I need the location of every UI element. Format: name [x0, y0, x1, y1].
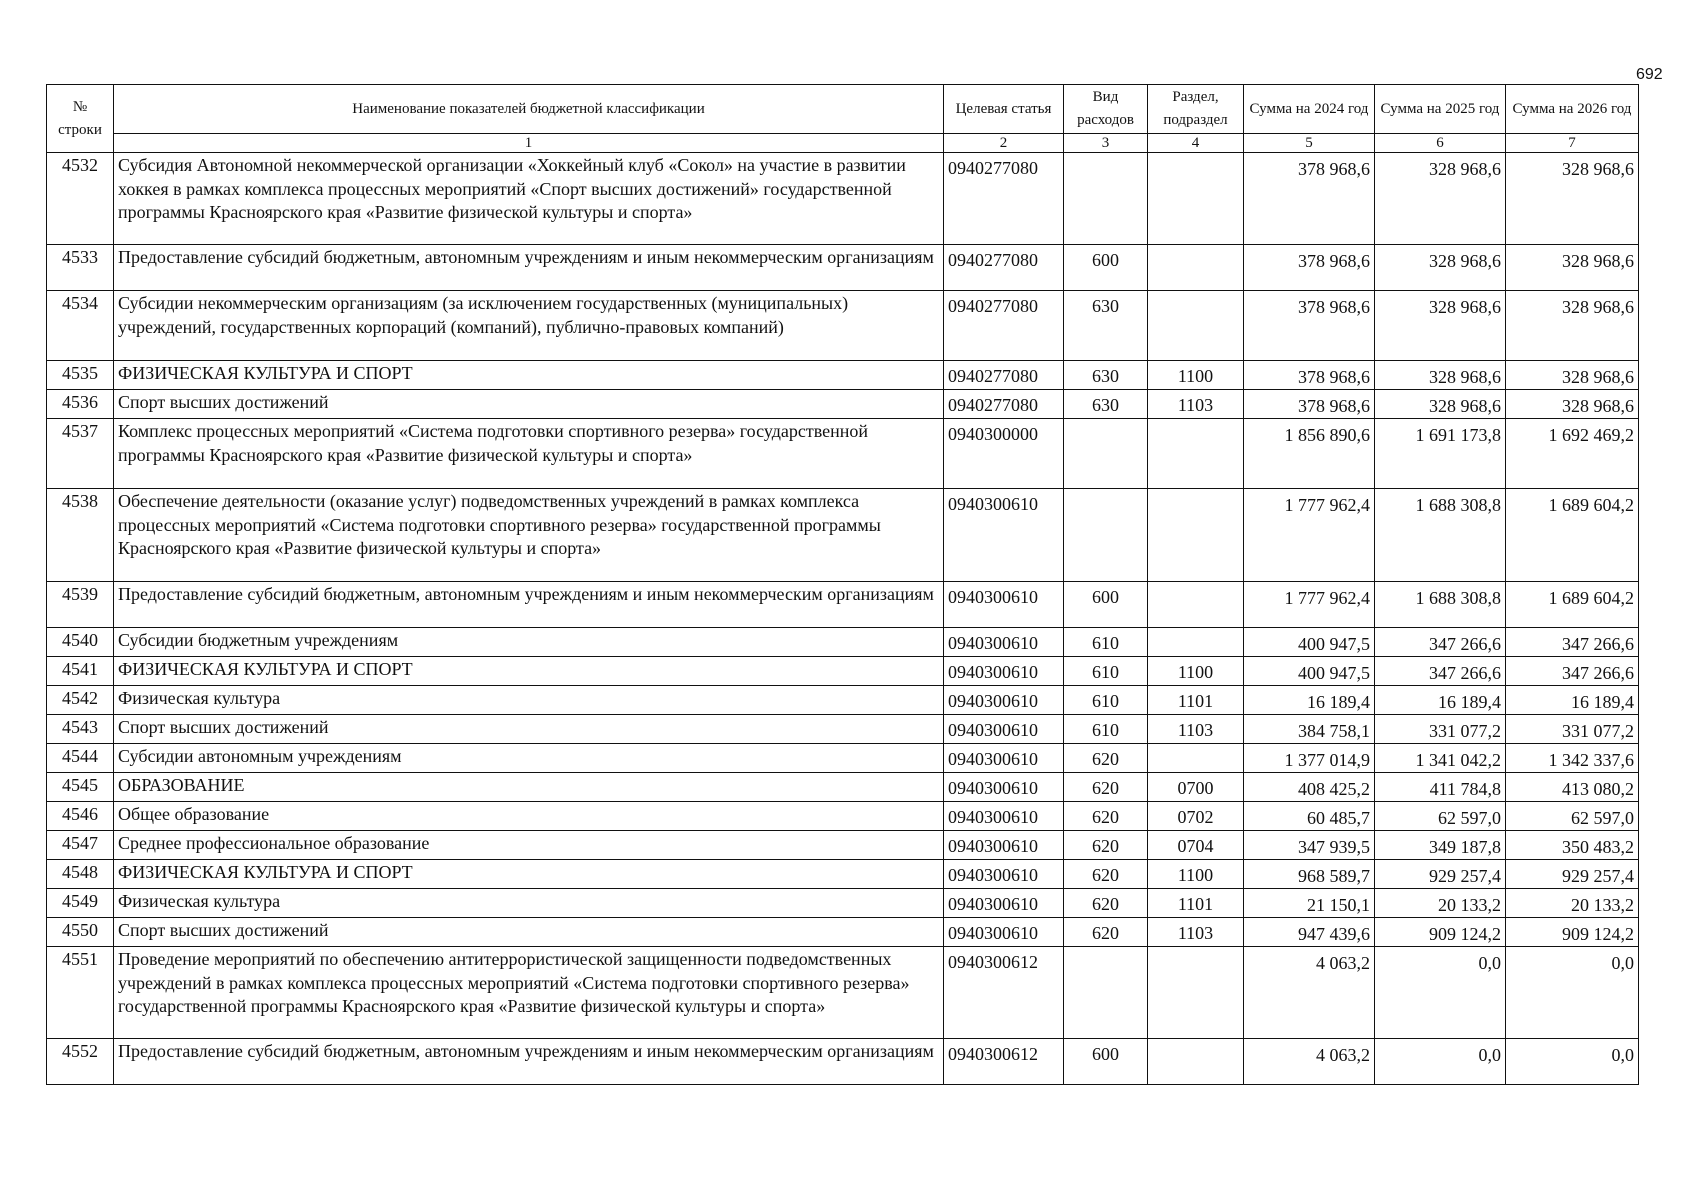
- section-code: [1148, 1039, 1244, 1085]
- target-code: 0940300000: [944, 419, 1064, 489]
- sum-2025: 328 968,6: [1375, 291, 1506, 361]
- column-index: 3: [1064, 134, 1148, 153]
- sum-2024: 968 589,7: [1244, 860, 1375, 889]
- target-code: 0940300610: [944, 744, 1064, 773]
- row-name: Общее образование: [114, 802, 944, 831]
- column-index: 2: [944, 134, 1064, 153]
- row-name: Физическая культура: [114, 889, 944, 918]
- target-code: 0940300610: [944, 657, 1064, 686]
- section-code: 1100: [1148, 657, 1244, 686]
- expense-kind: 620: [1064, 831, 1148, 860]
- budget-table: [46, 84, 1639, 1085]
- expense-kind: 630: [1064, 390, 1148, 419]
- sum-2026: 328 968,6: [1506, 390, 1639, 419]
- sum-2026: 413 080,2: [1506, 773, 1639, 802]
- target-code: 0940300612: [944, 947, 1064, 1039]
- sum-2025: 0,0: [1375, 947, 1506, 1039]
- sum-2026: 347 266,6: [1506, 628, 1639, 657]
- sum-2024: 400 947,5: [1244, 657, 1375, 686]
- row-number: 4532: [47, 153, 114, 245]
- row-number: 4547: [47, 831, 114, 860]
- section-code: 1103: [1148, 918, 1244, 947]
- table-row: [47, 361, 1639, 390]
- header-kind: Вид расходов: [1064, 85, 1148, 134]
- row-number: 4548: [47, 860, 114, 889]
- section-code: 1101: [1148, 889, 1244, 918]
- expense-kind: 630: [1064, 291, 1148, 361]
- table-row: [47, 291, 1639, 361]
- row-name: Предоставление субсидий бюджетным, автономным учреждениям и иным некоммерческим организациям: [114, 582, 944, 628]
- row-number: 4551: [47, 947, 114, 1039]
- sum-2026: 20 133,2: [1506, 889, 1639, 918]
- row-number: 4541: [47, 657, 114, 686]
- section-code: 1100: [1148, 361, 1244, 390]
- column-index: 4: [1148, 134, 1244, 153]
- expense-kind: 620: [1064, 802, 1148, 831]
- sum-2025: 349 187,8: [1375, 831, 1506, 860]
- row-number: 4550: [47, 918, 114, 947]
- section-code: [1148, 153, 1244, 245]
- target-code: 0940300610: [944, 686, 1064, 715]
- header-row: [47, 85, 1639, 134]
- sum-2025: 1 688 308,8: [1375, 582, 1506, 628]
- row-number: 4538: [47, 489, 114, 582]
- table-row: [47, 802, 1639, 831]
- target-code: 0940300610: [944, 582, 1064, 628]
- target-code: 0940300610: [944, 802, 1064, 831]
- sum-2024: 1 777 962,4: [1244, 582, 1375, 628]
- target-code: 0940277080: [944, 291, 1064, 361]
- sum-2025: 929 257,4: [1375, 860, 1506, 889]
- sum-2025: 1 688 308,8: [1375, 489, 1506, 582]
- header-section: Раздел, подраздел: [1148, 85, 1244, 134]
- target-code: 0940300610: [944, 773, 1064, 802]
- sum-2025: 0,0: [1375, 1039, 1506, 1085]
- sum-2025: 1 341 042,2: [1375, 744, 1506, 773]
- table-row: [47, 1039, 1639, 1085]
- expense-kind: 630: [1064, 361, 1148, 390]
- sum-2025: 16 189,4: [1375, 686, 1506, 715]
- section-code: 1101: [1148, 686, 1244, 715]
- table-row: [47, 153, 1639, 245]
- expense-kind: 600: [1064, 1039, 1148, 1085]
- row-name: ФИЗИЧЕСКАЯ КУЛЬТУРА И СПОРТ: [114, 657, 944, 686]
- table-row: [47, 889, 1639, 918]
- section-code: [1148, 419, 1244, 489]
- header-row-no: № строки: [47, 85, 114, 153]
- row-name: Комплекс процессных мероприятий «Система подготовки спортивного резерва» государственной программы Красноярского края «Развитие физической культуры и спорта»: [114, 419, 944, 489]
- expense-kind: [1064, 489, 1148, 582]
- sum-2024: 1 856 890,6: [1244, 419, 1375, 489]
- row-name: Субсидия Автономной некоммерческой организации «Хоккейный клуб «Сокол» на участие в развитии хоккея в рамках комплекса процессных мероприятий «Спорт высших достижений» государственной программы Красноярского края «Развитие физической культуры и спорта»: [114, 153, 944, 245]
- row-number: 4533: [47, 245, 114, 291]
- sum-2024: 347 939,5: [1244, 831, 1375, 860]
- row-name: Субсидии бюджетным учреждениям: [114, 628, 944, 657]
- table-row: [47, 245, 1639, 291]
- target-code: 0940277080: [944, 245, 1064, 291]
- table-row: [47, 657, 1639, 686]
- column-index: 6: [1375, 134, 1506, 153]
- table-row: [47, 947, 1639, 1039]
- section-code: [1148, 489, 1244, 582]
- sum-2024: 947 439,6: [1244, 918, 1375, 947]
- sum-2025: 331 077,2: [1375, 715, 1506, 744]
- column-index: 7: [1506, 134, 1639, 153]
- expense-kind: 610: [1064, 628, 1148, 657]
- row-name: Спорт высших достижений: [114, 918, 944, 947]
- sum-2024: 378 968,6: [1244, 390, 1375, 419]
- sum-2026: 350 483,2: [1506, 831, 1639, 860]
- row-name: Спорт высших достижений: [114, 715, 944, 744]
- sum-2024: 4 063,2: [1244, 1039, 1375, 1085]
- expense-kind: 620: [1064, 860, 1148, 889]
- section-code: [1148, 245, 1244, 291]
- sum-2024: 384 758,1: [1244, 715, 1375, 744]
- sum-2024: 378 968,6: [1244, 153, 1375, 245]
- sum-2026: 0,0: [1506, 947, 1639, 1039]
- expense-kind: 600: [1064, 582, 1148, 628]
- sum-2025: 328 968,6: [1375, 245, 1506, 291]
- target-code: 0940277080: [944, 153, 1064, 245]
- section-code: 1103: [1148, 390, 1244, 419]
- header-sum-2024: Сумма на 2024 год: [1244, 85, 1375, 134]
- target-code: 0940300610: [944, 831, 1064, 860]
- section-code: 1100: [1148, 860, 1244, 889]
- section-code: 0700: [1148, 773, 1244, 802]
- section-code: [1148, 582, 1244, 628]
- sum-2024: 1 777 962,4: [1244, 489, 1375, 582]
- sum-2026: 1 689 604,2: [1506, 489, 1639, 582]
- table-row: [47, 686, 1639, 715]
- table-row: [47, 628, 1639, 657]
- header-name: Наименование показателей бюджетной классификации: [114, 85, 944, 134]
- sum-2026: 328 968,6: [1506, 291, 1639, 361]
- expense-kind: 620: [1064, 889, 1148, 918]
- row-number: 4534: [47, 291, 114, 361]
- sum-2026: 929 257,4: [1506, 860, 1639, 889]
- sum-2025: 909 124,2: [1375, 918, 1506, 947]
- target-code: 0940300610: [944, 860, 1064, 889]
- row-name: Предоставление субсидий бюджетным, автономным учреждениям и иным некоммерческим организациям: [114, 245, 944, 291]
- row-number: 4539: [47, 582, 114, 628]
- row-number: 4536: [47, 390, 114, 419]
- sum-2024: 378 968,6: [1244, 245, 1375, 291]
- row-name: Физическая культура: [114, 686, 944, 715]
- section-code: 1103: [1148, 715, 1244, 744]
- sum-2025: 20 133,2: [1375, 889, 1506, 918]
- sum-2026: 331 077,2: [1506, 715, 1639, 744]
- page-number: 692: [1636, 66, 1663, 83]
- expense-kind: [1064, 419, 1148, 489]
- target-code: 0940300610: [944, 918, 1064, 947]
- row-name: Среднее профессиональное образование: [114, 831, 944, 860]
- target-code: 0940277080: [944, 390, 1064, 419]
- row-number: 4542: [47, 686, 114, 715]
- header-target: Целевая статья: [944, 85, 1064, 134]
- row-number: 4537: [47, 419, 114, 489]
- sum-2025: 347 266,6: [1375, 628, 1506, 657]
- row-name: Обеспечение деятельности (оказание услуг) подведомственных учреждений в рамках комплекса процессных мероприятий «Система подготовки спортивного резерва» государственной программы Красноярского края «Развитие физической культуры и спорта»: [114, 489, 944, 582]
- expense-kind: 620: [1064, 773, 1148, 802]
- row-name: Предоставление субсидий бюджетным, автономным учреждениям и иным некоммерческим организациям: [114, 1039, 944, 1085]
- sum-2026: 1 342 337,6: [1506, 744, 1639, 773]
- row-number: 4544: [47, 744, 114, 773]
- expense-kind: 610: [1064, 715, 1148, 744]
- target-code: 0940300610: [944, 715, 1064, 744]
- table-row: [47, 390, 1639, 419]
- table-body: [47, 153, 1639, 1085]
- table-row: [47, 918, 1639, 947]
- row-number: 4540: [47, 628, 114, 657]
- header-sum-2026: Сумма на 2026 год: [1506, 85, 1639, 134]
- sum-2026: 1 692 469,2: [1506, 419, 1639, 489]
- row-name: Проведение мероприятий по обеспечению антитеррористической защищенности подведомственных учреждений в рамках комплекса процессных мероприятий «Система подготовки спортивного резерва» государственной программы Красноярского края «Развитие физической культуры и спорта»: [114, 947, 944, 1039]
- sum-2024: 1 377 014,9: [1244, 744, 1375, 773]
- target-code: 0940300610: [944, 889, 1064, 918]
- target-code: 0940300612: [944, 1039, 1064, 1085]
- column-index-row: [47, 134, 1639, 153]
- section-code: 0704: [1148, 831, 1244, 860]
- row-number: 4546: [47, 802, 114, 831]
- sum-2026: 328 968,6: [1506, 245, 1639, 291]
- sum-2025: 328 968,6: [1375, 390, 1506, 419]
- row-number: 4535: [47, 361, 114, 390]
- row-number: 4552: [47, 1039, 114, 1085]
- column-index: 1: [114, 134, 944, 153]
- expense-kind: [1064, 947, 1148, 1039]
- expense-kind: 620: [1064, 744, 1148, 773]
- row-name: Спорт высших достижений: [114, 390, 944, 419]
- section-code: [1148, 744, 1244, 773]
- sum-2026: 347 266,6: [1506, 657, 1639, 686]
- sum-2026: 16 189,4: [1506, 686, 1639, 715]
- target-code: 0940300610: [944, 489, 1064, 582]
- sum-2026: 1 689 604,2: [1506, 582, 1639, 628]
- column-index: 5: [1244, 134, 1375, 153]
- sum-2026: 328 968,6: [1506, 361, 1639, 390]
- expense-kind: [1064, 153, 1148, 245]
- sum-2024: 60 485,7: [1244, 802, 1375, 831]
- expense-kind: 600: [1064, 245, 1148, 291]
- table-row: [47, 860, 1639, 889]
- target-code: 0940300610: [944, 628, 1064, 657]
- section-code: [1148, 291, 1244, 361]
- row-name: ФИЗИЧЕСКАЯ КУЛЬТУРА И СПОРТ: [114, 860, 944, 889]
- sum-2024: 21 150,1: [1244, 889, 1375, 918]
- sum-2024: 408 425,2: [1244, 773, 1375, 802]
- sum-2024: 4 063,2: [1244, 947, 1375, 1039]
- sum-2024: 400 947,5: [1244, 628, 1375, 657]
- sum-2026: 328 968,6: [1506, 153, 1639, 245]
- row-name: ФИЗИЧЕСКАЯ КУЛЬТУРА И СПОРТ: [114, 361, 944, 390]
- section-code: 0702: [1148, 802, 1244, 831]
- row-number: 4549: [47, 889, 114, 918]
- expense-kind: 620: [1064, 918, 1148, 947]
- table-row: [47, 715, 1639, 744]
- row-number: 4543: [47, 715, 114, 744]
- expense-kind: 610: [1064, 686, 1148, 715]
- sum-2026: 909 124,2: [1506, 918, 1639, 947]
- table-row: [47, 582, 1639, 628]
- sum-2024: 378 968,6: [1244, 361, 1375, 390]
- table-row: [47, 744, 1639, 773]
- section-code: [1148, 947, 1244, 1039]
- row-number: 4545: [47, 773, 114, 802]
- target-code: 0940277080: [944, 361, 1064, 390]
- sum-2026: 62 597,0: [1506, 802, 1639, 831]
- sum-2025: 347 266,6: [1375, 657, 1506, 686]
- budget-table-sheet: [46, 84, 1638, 1085]
- sum-2025: 328 968,6: [1375, 153, 1506, 245]
- sum-2024: 378 968,6: [1244, 291, 1375, 361]
- table-row: [47, 773, 1639, 802]
- table-row: [47, 489, 1639, 582]
- sum-2024: 16 189,4: [1244, 686, 1375, 715]
- sum-2026: 0,0: [1506, 1039, 1639, 1085]
- sum-2025: 1 691 173,8: [1375, 419, 1506, 489]
- section-code: [1148, 628, 1244, 657]
- table-row: [47, 831, 1639, 860]
- row-name: Субсидии автономным учреждениям: [114, 744, 944, 773]
- row-name: ОБРАЗОВАНИЕ: [114, 773, 944, 802]
- table-row: [47, 419, 1639, 489]
- sum-2025: 62 597,0: [1375, 802, 1506, 831]
- header-sum-2025: Сумма на 2025 год: [1375, 85, 1506, 134]
- expense-kind: 610: [1064, 657, 1148, 686]
- sum-2025: 411 784,8: [1375, 773, 1506, 802]
- sum-2025: 328 968,6: [1375, 361, 1506, 390]
- row-name: Субсидии некоммерческим организациям (за исключением государственных (муниципальных) учреждений, государственных корпораций (компаний), публично-правовых компаний): [114, 291, 944, 361]
